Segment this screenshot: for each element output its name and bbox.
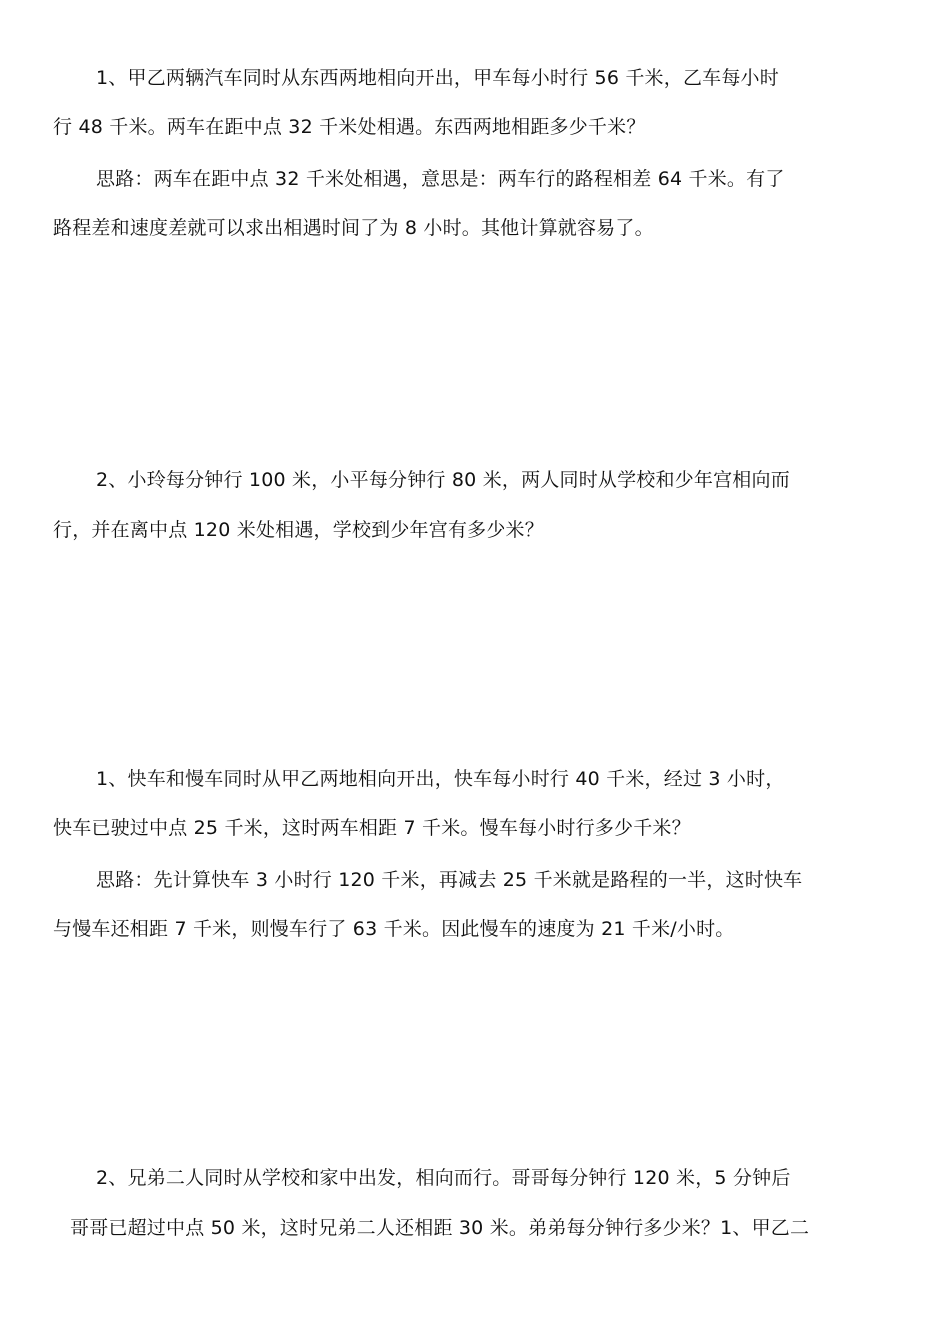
hint-3-line-2: 与慢车还相距 7 千米，则慢车行了 63 千米。因此慢车的速度为 21 千米/小时。 <box>53 918 735 940</box>
problem-2-line-2: 行，并在离中点 120 米处相遇，学校到少年宫有多少米？ <box>53 519 544 541</box>
problem-3-line-2: 快车已驶过中点 25 千米，这时两车相距 7 千米。慢车每小时行多少千米？ <box>53 817 691 839</box>
hint-1-line-1: 思路：两车在距中点 32 千米处相遇，意思是：两车行的路程相差 64 千米。有了 <box>96 168 785 190</box>
problem-4-line-1: 2、兄弟二人同时从学校和家中出发，相向而行。哥哥每分钟行 120 米，5 分钟后 <box>96 1167 791 1189</box>
problem-4-line-2: 哥哥已超过中点 50 米，这时兄弟二人还相距 30 米。弟弟每分钟行多少米？1、甲乙二 <box>70 1217 810 1239</box>
problem-2-line-1: 2、小玲每分钟行 100 米，小平每分钟行 80 米，两人同时从学校和少年宫相向而 <box>96 469 790 491</box>
hint-3-line-1: 思路：先计算快车 3 小时行 120 千米，再减去 25 千米就是路程的一半，这时快车 <box>96 869 803 891</box>
hint-1-line-2: 路程差和速度差就可以求出相遇时间了为 8 小时。其他计算就容易了。 <box>53 217 654 239</box>
problem-1-line-2: 行 48 千米。两车在距中点 32 千米处相遇。东西两地相距多少千米？ <box>53 116 646 138</box>
problem-1-line-1: 1、甲乙两辆汽车同时从东西两地相向开出，甲车每小时行 56 千米，乙车每小时 <box>96 67 779 89</box>
problem-3-line-1: 1、快车和慢车同时从甲乙两地相向开出，快车每小时行 40 千米，经过 3 小时， <box>96 768 785 790</box>
